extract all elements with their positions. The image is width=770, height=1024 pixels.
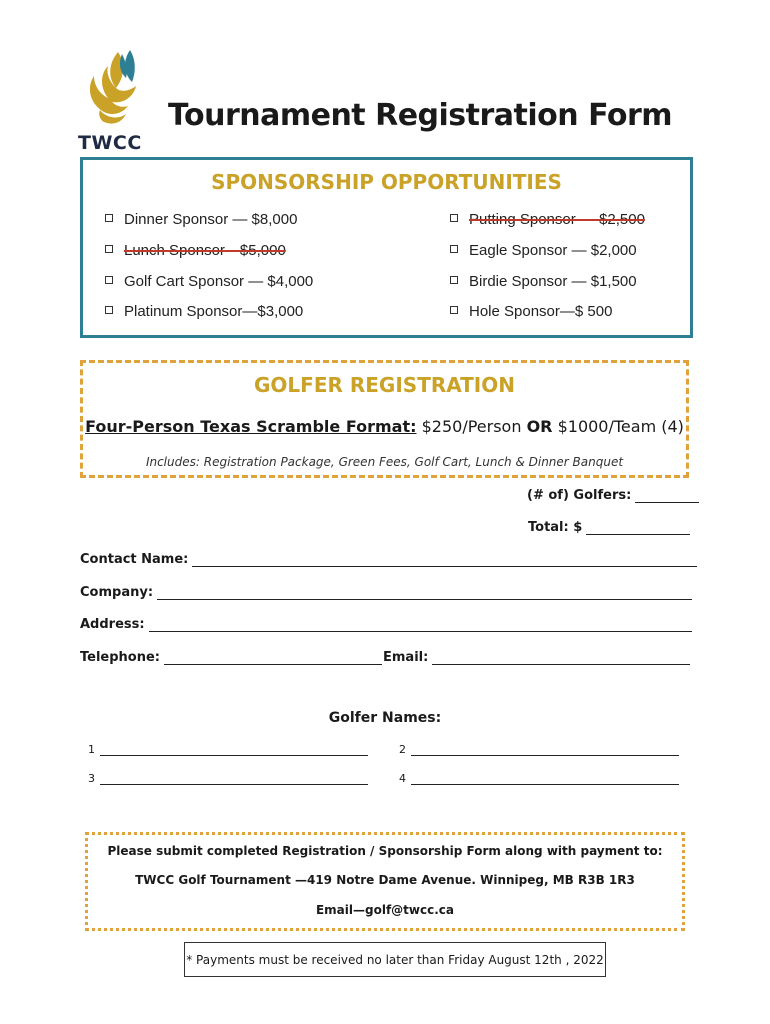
email-label: Email: [383,650,429,665]
contact-email: Email—golf@twcc.ca [315,903,454,917]
golfer-names-heading: Golfer Names: [328,710,442,726]
price-person: $250/Person [421,417,522,436]
golfer-name-line[interactable] [100,775,368,785]
checkbox-icon[interactable] [450,245,458,253]
sponsor-label: Birdie Sponsor — $1,500 [469,273,637,290]
telephone-field[interactable] [80,650,382,665]
submit-instructions: Please submit completed Registration / Sponsorship Form along with payment to: [107,844,663,858]
sponsor-label: Hole Sponsor—$ 500 [469,303,613,320]
checkbox-icon[interactable] [450,214,458,222]
sponsorship-section [80,157,693,338]
checkbox-icon[interactable] [105,306,113,314]
sponsorship-heading: SPONSORSHIP OPPORTUNITIES [211,170,562,194]
company-label: Company: [80,585,154,600]
checkbox-icon[interactable] [105,214,113,222]
submission-info-box [85,832,685,931]
golfer-name-4[interactable] [399,772,679,785]
email-field[interactable] [383,650,690,665]
contact-name-field[interactable] [80,552,697,567]
checkbox-icon[interactable] [105,245,113,253]
sponsor-label: Lunch Sponsor—$5,000 [124,242,286,259]
contact-name-label: Contact Name: [80,552,189,567]
golfer-number: 2 [399,743,406,756]
sponsor-option-eagle[interactable] [450,242,637,259]
golfers-count-field[interactable] [527,488,699,503]
format-label: Four-Person Texas Scramble Format: [85,417,417,436]
golfer-number: 3 [88,772,95,785]
sponsor-option-birdie[interactable] [450,273,637,290]
golfer-name-2[interactable] [399,743,679,756]
telephone-line[interactable] [164,651,382,665]
sponsor-label: Putting Sponsor — $2,500 [469,211,645,228]
sponsor-option-hole[interactable] [450,303,612,320]
golfer-number: 1 [88,743,95,756]
golfer-name-3[interactable] [88,772,368,785]
golfer-name-line[interactable] [411,746,679,756]
golfer-name-line[interactable] [411,775,679,785]
flame-bird-icon [78,48,148,132]
total-field[interactable] [528,520,690,535]
format-line [83,417,686,436]
golfer-name-1[interactable] [88,743,368,756]
golfers-count-line[interactable] [635,489,699,503]
sponsor-option-putting[interactable] [450,211,645,228]
golfer-number: 4 [399,772,406,785]
payment-deadline-note: * Payments must be received no later than Friday August 12th , 2022 [184,942,606,977]
checkbox-icon[interactable] [450,306,458,314]
or-word: OR [526,417,553,436]
company-field[interactable] [80,585,692,600]
contact-name-line[interactable] [192,553,697,567]
company-line[interactable] [157,586,692,600]
sponsor-option-dinner[interactable] [105,211,297,228]
sponsor-label: Dinner Sponsor — $8,000 [124,211,298,228]
sponsor-option-platinum[interactable] [105,303,303,320]
telephone-label: Telephone: [80,650,160,665]
address-label: Address: [80,617,145,632]
total-label: Total: $ [528,520,583,535]
sponsor-label: Eagle Sponsor — $2,000 [469,242,637,259]
mailing-address: TWCC Golf Tournament —419 Notre Dame Avenue. Winnipeg, MB R3B 1R3 [135,873,635,887]
golfers-count-label: (# of) Golfers: [527,488,632,503]
total-line[interactable] [586,521,690,535]
golfer-registration-section [80,360,689,478]
checkbox-icon[interactable] [105,276,113,284]
sponsor-option-lunch[interactable] [105,242,286,259]
checkbox-icon[interactable] [450,276,458,284]
sponsor-label: Platinum Sponsor—$3,000 [124,303,304,320]
email-line[interactable] [432,651,690,665]
sponsor-option-golf-cart[interactable] [105,273,313,290]
includes-text: Includes: Registration Package, Green Fees, Golf Cart, Lunch & Dinner Banquet [145,455,624,469]
golfer-name-line[interactable] [100,746,368,756]
page-title: Tournament Registration Form [168,98,673,133]
sponsor-label: Golf Cart Sponsor — $4,000 [124,273,314,290]
price-team: $1000/Team (4) [557,417,684,436]
twcc-logo [78,48,148,154]
logo-text: TWCC [78,132,142,154]
golfer-registration-heading: GOLFER REGISTRATION [254,373,515,397]
address-field[interactable] [80,617,692,632]
address-line[interactable] [149,618,692,632]
